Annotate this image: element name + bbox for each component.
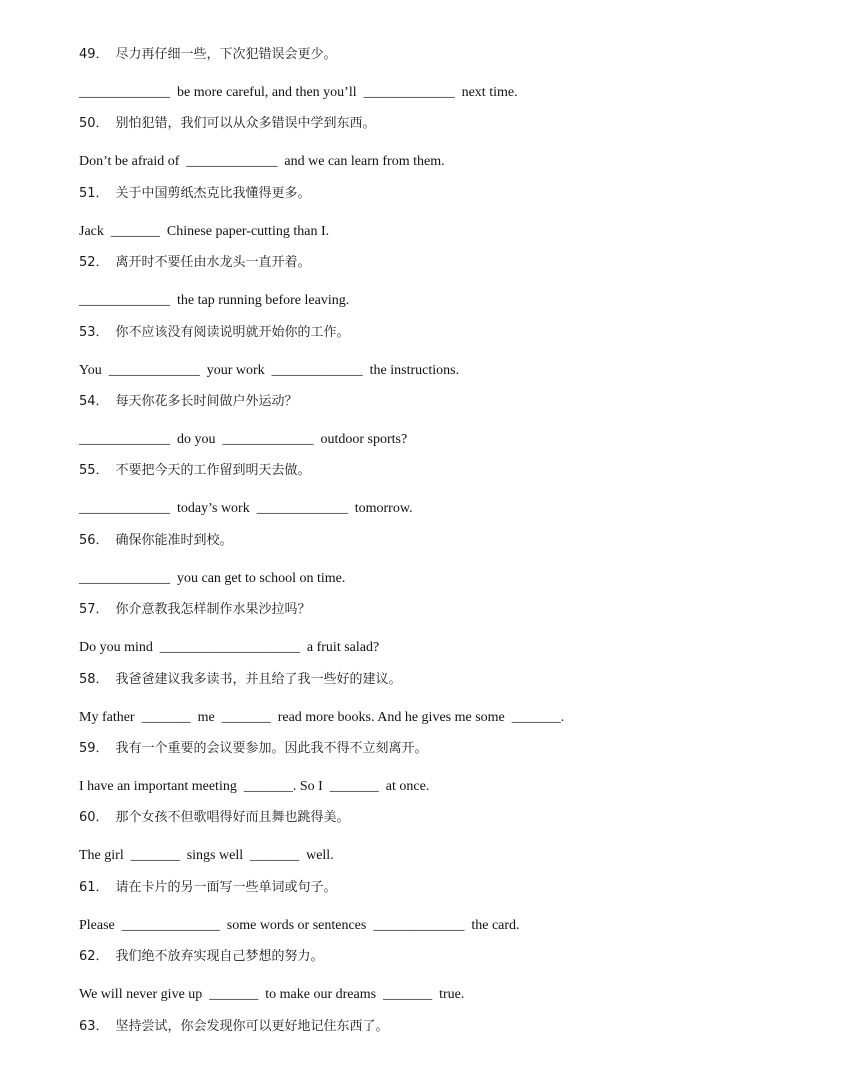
- question-chinese-text: 我有一个重要的会议要参加。因此我不得不立刻离开。: [115, 741, 428, 756]
- question-chinese-text: 我爸爸建议我多读书，并且给了我一些好的建议。: [115, 672, 402, 687]
- question-chinese-text: 坚持尝试，你会发现你可以更好地记住东西了。: [115, 1019, 389, 1034]
- answer-sentence: _____________ today’s work _____________ tomorrow.: [79, 501, 413, 516]
- question-prompt: [79, 392, 298, 412]
- answer-sentence: You _____________ your work _____________ the instructions.: [79, 363, 460, 378]
- question-chinese-text: 那个女孩不但歌唱得好而且舞也跳得美。: [115, 810, 350, 825]
- question-prompt: [79, 808, 350, 828]
- question-chinese-text: 不要把今天的工作留到明天去做。: [115, 463, 311, 478]
- question-prompt: [79, 670, 402, 690]
- question-chinese-text: 请在卡片的另一面写一些单词或句子。: [115, 880, 337, 895]
- question-chinese-text: 关于中国剪纸杰克比我懂得更多。: [115, 186, 311, 201]
- question-prompt: [79, 739, 428, 759]
- answer-sentence: Don’t be afraid of _____________ and we can learn from them.: [79, 154, 445, 169]
- question-chinese-text: 你介意教我怎样制作水果沙拉吗？: [115, 602, 311, 617]
- question-number: 50．: [79, 116, 109, 131]
- question-number: 60．: [79, 810, 109, 825]
- question-prompt: [79, 1017, 389, 1037]
- answer-sentence: _____________ the tap running before leaving.: [79, 293, 350, 308]
- question-chinese-text: 我们绝不放弃实现自己梦想的努力。: [115, 949, 324, 964]
- question-number: 57．: [79, 602, 109, 617]
- answer-sentence: _____________ be more careful, and then you’ll _____________ next time.: [79, 85, 518, 100]
- question-chinese-text: 每天你花多长时间做户外运动？: [115, 394, 298, 409]
- answer-sentence: I have an important meeting _______. So I _______ at once.: [79, 779, 430, 794]
- question-chinese-text: 确保你能准时到校。: [115, 533, 233, 548]
- answer-sentence: _____________ you can get to school on time.: [79, 571, 346, 586]
- question-prompt: [79, 114, 376, 134]
- question-number: 52．: [79, 255, 109, 270]
- question-prompt: [79, 600, 311, 620]
- question-number: 54．: [79, 394, 109, 409]
- question-number: 51．: [79, 186, 109, 201]
- question-number: 53．: [79, 325, 109, 340]
- question-prompt: [79, 45, 337, 65]
- answer-sentence: Please ______________ some words or sentences _____________ the card.: [79, 918, 520, 933]
- question-prompt: [79, 531, 233, 551]
- question-number: 62．: [79, 949, 109, 964]
- question-prompt: [79, 323, 350, 343]
- question-prompt: [79, 878, 337, 898]
- question-chinese-text: 离开时不要任由水龙头一直开着。: [115, 255, 311, 270]
- answer-sentence: Do you mind ____________________ a fruit salad?: [79, 640, 380, 655]
- question-prompt: [79, 184, 311, 204]
- question-prompt: [79, 947, 324, 967]
- question-number: 59．: [79, 741, 109, 756]
- question-number: 58．: [79, 672, 109, 687]
- question-number: 55．: [79, 463, 109, 478]
- question-prompt: [79, 253, 311, 273]
- question-chinese-text: 别怕犯错，我们可以从众多错误中学到东西。: [115, 116, 376, 131]
- question-prompt: [79, 461, 311, 481]
- question-chinese-text: 尽力再仔细一些，下次犯错误会更少。: [115, 47, 337, 62]
- answer-sentence: My father _______ me _______ read more books. And he gives me some _______.: [79, 710, 565, 725]
- question-chinese-text: 你不应该没有阅读说明就开始你的工作。: [115, 325, 350, 340]
- answer-sentence: _____________ do you _____________ outdoor sports?: [79, 432, 408, 447]
- question-number: 63．: [79, 1019, 109, 1034]
- question-number: 49．: [79, 47, 109, 62]
- answer-sentence: Jack _______ Chinese paper-cutting than I.: [79, 224, 330, 239]
- answer-sentence: We will never give up _______ to make our dreams _______ true.: [79, 987, 465, 1002]
- answer-sentence: The girl _______ sings well _______ well.: [79, 848, 334, 863]
- question-number: 56．: [79, 533, 109, 548]
- question-number: 61．: [79, 880, 109, 895]
